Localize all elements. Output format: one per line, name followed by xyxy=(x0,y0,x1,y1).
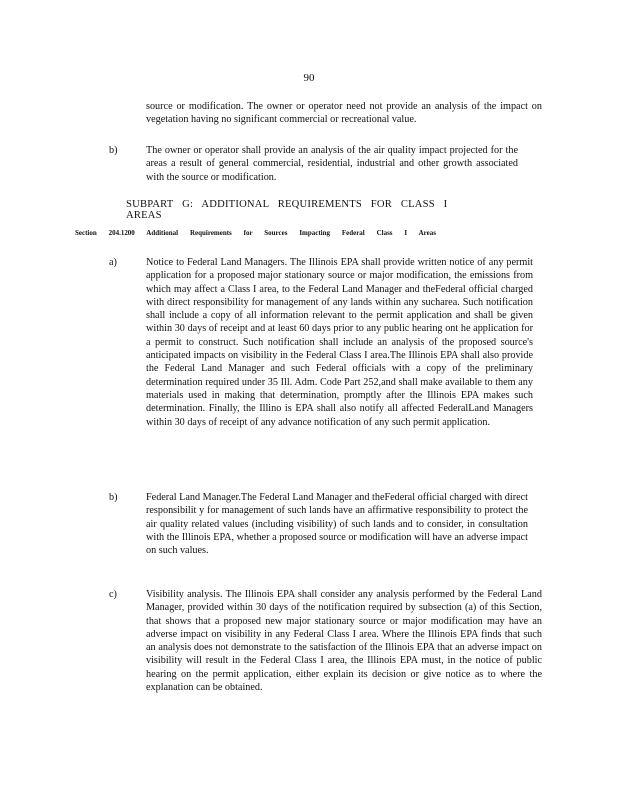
continuation-paragraph: source or modification. The owner or operator need not provide an analysis of the impact on vegetation having no significant commercial or recreational value. xyxy=(146,101,542,126)
page-number: 90 xyxy=(303,72,315,84)
paragraph-label-b-first: b) xyxy=(109,145,118,156)
paragraph-a-text: Notice to Federal Land Managers. The Illinois EPA shall provide written notice of any permit application for a proposed major stationary source or major modification, the emissions from which may affect a Class I area, to the Federal Land Manager and theFederal official charged with direct responsibility for management of any lands within any sucharea. Such notification shall include a copy of all information relevant to the permit application and shall be given within 30 days of receipt and at least 60 days prior to any public hearing ont he application for a permit to construct. Such notification shall include an analysis of the proposed source's anticipated impacts on visibility in the Federal Class I area.The Illinois EPA shall also provide the Federal Land Manager and such Federal officials with a copy of the preliminary determination required under 35 Ill. Adm. Code Part 252,and shall make available to them any materials used in making that determination, promptly after the Illinois EPA makes such determination. Finally, the Illino is EPA shall also notify all affected FederalLand Managers within 30 days of receipt of any advance notification of any such permit application. xyxy=(146,257,533,428)
subpart-heading: SUBPART G: ADDITIONAL REQUIREMENTS FOR CLASS I AREAS xyxy=(126,199,448,221)
section-heading: Section 204.1200 Additional Requirements for Sources Impacting Federal Class I Areas xyxy=(75,228,436,237)
paragraph-label-a: a) xyxy=(109,257,117,268)
paragraph-label-c: c) xyxy=(109,589,117,600)
paragraph-c-text: Visibility analysis. The Illinois EPA shall consider any analysis performed by the Federal Land Manager, provided within 30 days of the notification required by subsection (a) of this Section, that shows that a proposed new major stationary source or major modification may have an adverse impact on visibility in any Federal Class I area. Where the Illinois EPA finds that such an analysis does not demonstrate to the satisfaction of the Illinois EPA that an adverse impact on visibility will result in the Federal Class I area, the Illinois EPA must, in the notice of public hearing on the permit application, either explain its decision or give notice as to where the explanation can be obtained. xyxy=(146,589,542,694)
paragraph-b-first-text: The owner or operator shall provide an analysis of the air quality impact projected for the areas a result of general commercial, residential, industrial and other growth associated with the source or modification. xyxy=(146,145,518,183)
paragraph-b-text: Federal Land Manager.The Federal Land Manager and theFederal official charged with direct responsibilit y for management of such lands have an affirmative responsibility to protect the air quality related values (including visibility) of such lands and to consider, in consultation with the Illinois EPA, whether a proposed source or modification will have an adverse impact on such values. xyxy=(146,492,528,557)
paragraph-label-b: b) xyxy=(109,492,118,503)
